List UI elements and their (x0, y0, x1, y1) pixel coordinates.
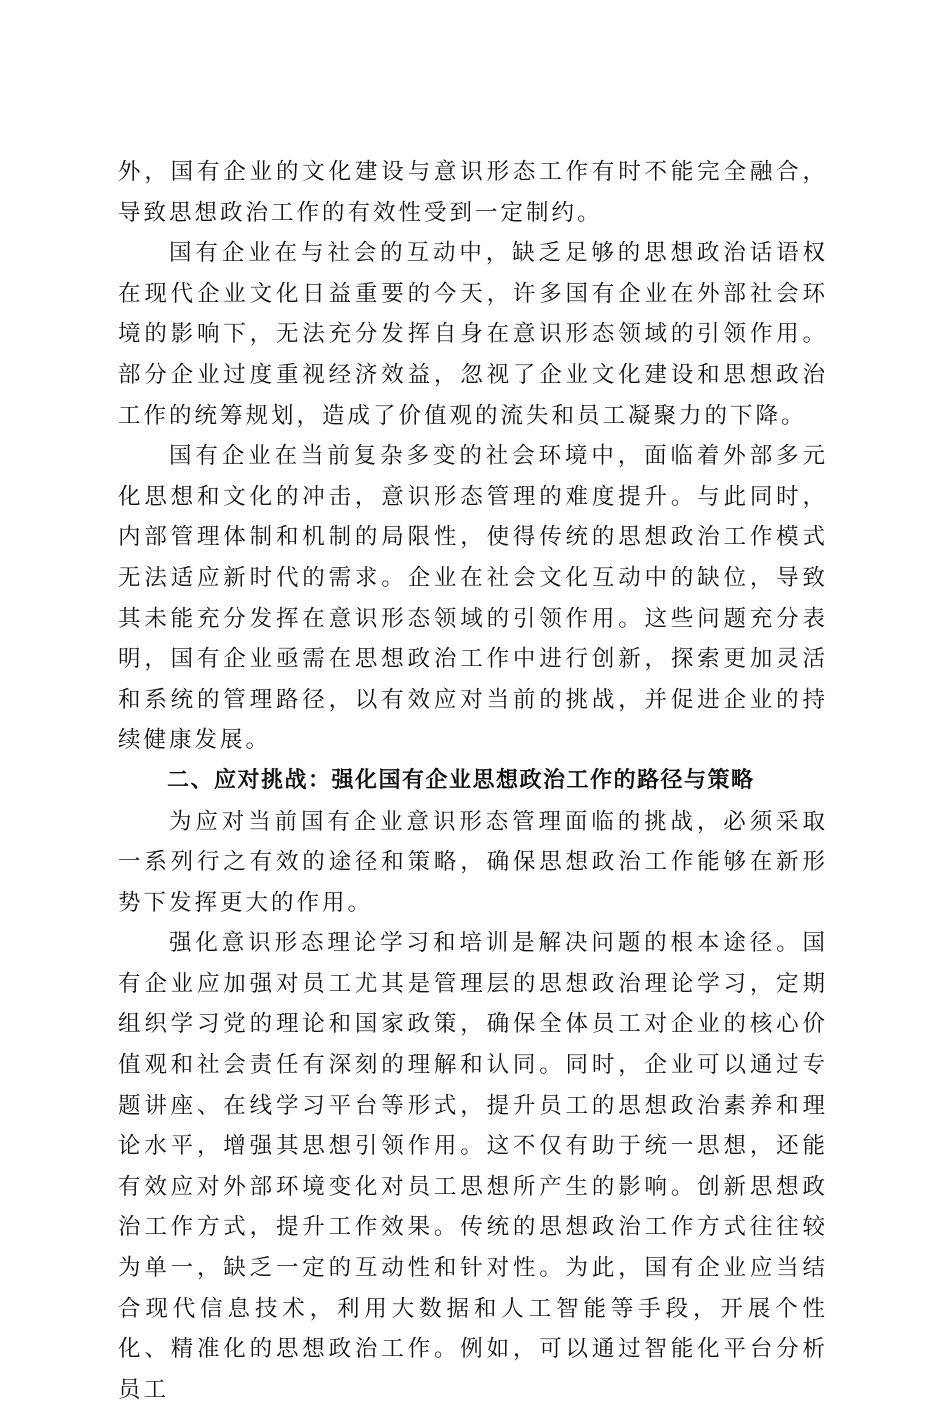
section-heading: 二、应对挑战：强化国有企业思想政治工作的路径与策略 (167, 767, 755, 793)
paragraph-discourse-power: 国有企业在与社会的互动中，缺乏足够的思想政治话语权在现代企业文化日益重要的今天，许多国有企业在外部社会环境的影响下，无法充分发挥自身在意识形态领域的引领作用。部分企业过度重视经济效益，忽视了企业文化建设和思想政治工作的统筹规划，造成了价值观的流失和员工凝聚力的下降。 (118, 240, 828, 429)
paragraph-theory-training: 强化意识形态理论学习和培训是解决问题的根本途径。国有企业应加强对员工尤其是管理层的思想政治理论学习，定期组织学习党的理论和国家政策，确保全体员工对企业的核心价值观和社会责任有深刻的理解和认同。同时，企业可以通过专题讲座、在线学习平台等形式，提升员工的思想政治素养和理论水平，增强其思想引领作用。这不仅有助于统一思想，还能有效应对外部环境变化对员工思想所产生的影响。创新思想政治工作方式，提升工作效果。传统的思想政治工作方式往往较为单一，缺乏一定的互动性和针对性。为此，国有企业应当结合现代信息技术，利用大数据和人工智能等手段，开展个性化、精准化的思想政治工作。例如，可以通过智能化平台分析员工 (118, 930, 828, 1403)
paragraph-environment-challenges: 国有企业在当前复杂多变的社会环境中，面临着外部多元化思想和文化的冲击，意识形态管理的难度提升。与此同时，内部管理体制和机制的局限性，使得传统的思想政治工作模式无法适应新时代的需求。企业在社会文化互动中的缺位，导致其未能充分发挥在意识形态领域的引领作用。这些问题充分表明，国有企业亟需在思想政治工作中进行创新，探索更加灵活和系统的管理路径，以有效应对当前的挑战，并促进企业的持续健康发展。 (118, 443, 828, 754)
document-body (118, 152, 828, 1410)
paragraph-continuation: 外，国有企业的文化建设与意识形态工作有时不能完全融合，导致思想政治工作的有效性受到一定制约。 (118, 159, 828, 226)
paragraph-section-intro: 为应对当前国有企业意识形态管理面临的挑战，必须采取一系列行之有效的途径和策略，确保思想政治工作能够在新形势下发挥更大的作用。 (118, 808, 828, 916)
